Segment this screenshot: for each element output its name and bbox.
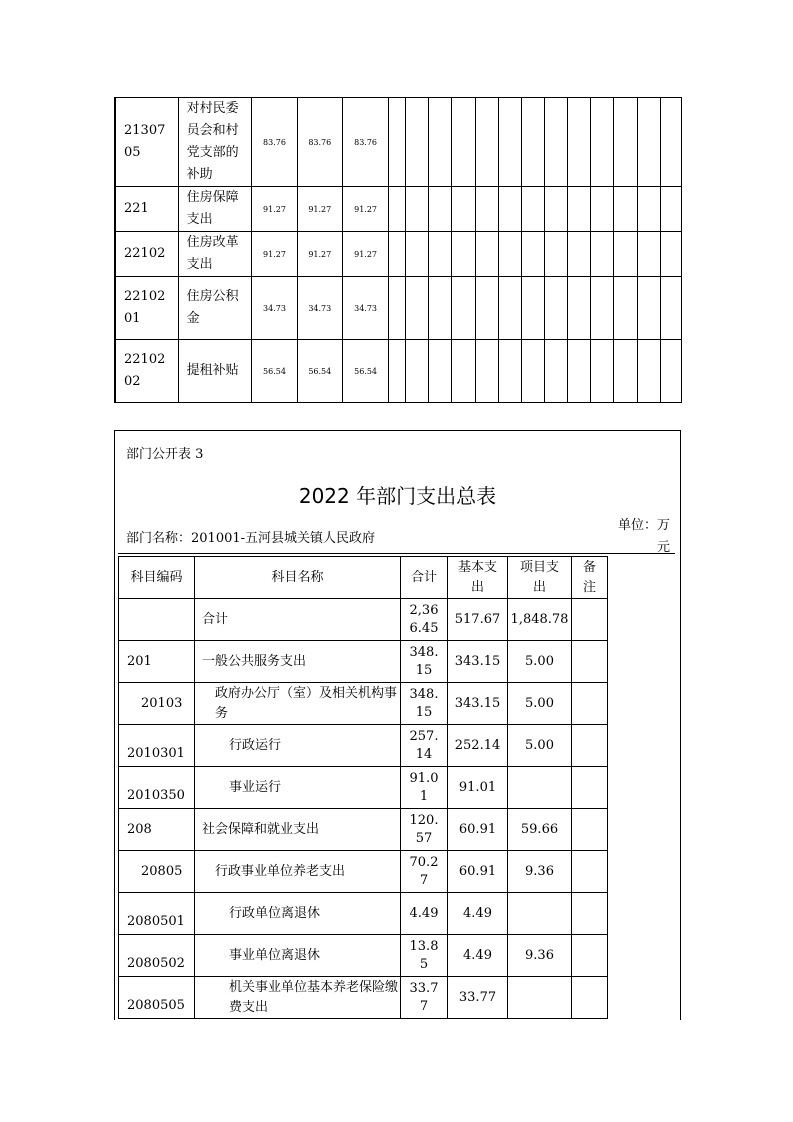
value-cell: 56.54	[342, 340, 388, 403]
total-cell: 348.15	[401, 683, 448, 725]
total-cell: 2,366.45	[401, 599, 448, 641]
subject-code: 22102 02	[115, 340, 178, 403]
table-row	[119, 851, 608, 893]
basic-cell: 91.01	[448, 767, 508, 809]
basic-cell: 343.15	[448, 683, 508, 725]
total-cell: 348.15	[401, 641, 448, 683]
expenditure-table	[118, 556, 608, 1019]
value-cell: 34.73	[297, 277, 342, 340]
value-cell: 34.73	[252, 277, 297, 340]
table-row	[115, 232, 682, 277]
total-cell: 120.57	[401, 809, 448, 851]
continuation-table	[114, 97, 682, 403]
table-row	[115, 98, 682, 187]
subject-name: 机关事业单位基本养老保险缴费支出	[195, 977, 401, 1019]
total-cell: 91.01	[401, 767, 448, 809]
note-cell	[572, 683, 608, 725]
project-cell	[508, 893, 572, 935]
table-row	[115, 277, 682, 340]
subject-code: 21307 05	[115, 98, 178, 187]
subject-name: 一般公共服务支出	[195, 641, 401, 683]
table-row	[119, 767, 608, 809]
project-cell: 9.36	[508, 851, 572, 893]
value-cell: 91.27	[342, 187, 388, 232]
page-title: 2022 年部门支出总表	[298, 484, 497, 508]
subject-name: 提租补贴	[178, 340, 252, 403]
basic-cell: 4.49	[448, 893, 508, 935]
project-cell: 59.66	[508, 809, 572, 851]
subject-code: 2010350	[119, 767, 195, 809]
subject-code: 22102 01	[115, 277, 178, 340]
subject-code: 221	[115, 187, 178, 232]
table-row	[115, 340, 682, 403]
table-row	[119, 809, 608, 851]
table-row	[119, 935, 608, 977]
subject-name: 政府办公厅（室）及相关机构事务	[195, 683, 401, 725]
col-header-name: 科目名称	[195, 557, 401, 599]
subject-name: 事业运行	[195, 767, 401, 809]
value-cell: 91.27	[297, 232, 342, 277]
table-row	[115, 187, 682, 232]
project-cell: 9.36	[508, 935, 572, 977]
col-header-basic: 基本支出	[448, 557, 508, 599]
unit-label: 单位：万元	[617, 518, 670, 555]
project-cell	[508, 767, 572, 809]
subject-code: 208	[119, 809, 195, 851]
subject-code: 2080502	[119, 935, 195, 977]
basic-cell: 343.15	[448, 641, 508, 683]
value-cell: 34.73	[342, 277, 388, 340]
subject-code: 201	[119, 641, 195, 683]
subject-name: 行政事业单位养老支出	[195, 851, 401, 893]
basic-cell: 517.67	[448, 599, 508, 641]
note-cell	[572, 851, 608, 893]
value-cell: 83.76	[297, 98, 342, 187]
table-row	[119, 641, 608, 683]
table-row	[119, 599, 608, 641]
table-row	[119, 683, 608, 725]
project-cell	[508, 977, 572, 1019]
basic-cell: 33.77	[448, 977, 508, 1019]
table-row	[119, 893, 608, 935]
col-header-total: 合计	[401, 557, 448, 599]
basic-cell: 60.91	[448, 809, 508, 851]
note-cell	[572, 641, 608, 683]
subject-name: 住房改革 支出	[178, 232, 252, 277]
subject-name: 住房公积 金	[178, 277, 252, 340]
basic-cell: 4.49	[448, 935, 508, 977]
subject-name: 住房保障 支出	[178, 187, 252, 232]
basic-cell: 252.14	[448, 725, 508, 767]
value-cell: 83.76	[342, 98, 388, 187]
subject-name: 合计	[195, 599, 401, 641]
subject-code: 2080501	[119, 893, 195, 935]
subject-code: 20805	[119, 851, 195, 893]
basic-cell: 60.91	[448, 851, 508, 893]
col-header-project: 项目支出	[508, 557, 572, 599]
note-cell	[572, 893, 608, 935]
subject-name: 对村民委 员会和村 党支部的 补助	[178, 98, 252, 187]
subject-name: 社会保障和就业支出	[195, 809, 401, 851]
divider	[118, 553, 675, 554]
total-cell: 33.77	[401, 977, 448, 1019]
project-cell: 1,848.78	[508, 599, 572, 641]
table-row	[119, 725, 608, 767]
total-cell: 4.49	[401, 893, 448, 935]
subject-code: 20103	[119, 683, 195, 725]
value-cell: 56.54	[252, 340, 297, 403]
subject-code: 22102	[115, 232, 178, 277]
total-cell: 70.27	[401, 851, 448, 893]
project-cell: 5.00	[508, 725, 572, 767]
total-cell: 257.14	[401, 725, 448, 767]
value-cell: 83.76	[252, 98, 297, 187]
value-cell: 91.27	[252, 187, 297, 232]
note-cell	[572, 935, 608, 977]
subject-code: 2010301	[119, 725, 195, 767]
subject-code: 2080505	[119, 977, 195, 1019]
form-number: 部门公开表 3	[126, 447, 204, 462]
subject-name: 行政单位离退休	[195, 893, 401, 935]
total-cell: 13.85	[401, 935, 448, 977]
col-header-note: 备注	[572, 557, 608, 599]
note-cell	[572, 725, 608, 767]
col-header-code: 科目编码	[119, 557, 195, 599]
subject-name: 行政运行	[195, 725, 401, 767]
note-cell	[572, 599, 608, 641]
department-name: 部门名称：201001-五河县城关镇人民政府	[126, 531, 376, 546]
subject-code	[119, 599, 195, 641]
note-cell	[572, 767, 608, 809]
subject-name: 事业单位离退休	[195, 935, 401, 977]
value-cell: 91.27	[297, 187, 342, 232]
project-cell: 5.00	[508, 641, 572, 683]
value-cell: 91.27	[342, 232, 388, 277]
value-cell: 91.27	[252, 232, 297, 277]
note-cell	[572, 977, 608, 1019]
project-cell: 5.00	[508, 683, 572, 725]
header-row	[119, 557, 608, 599]
value-cell: 56.54	[297, 340, 342, 403]
note-cell	[572, 809, 608, 851]
table-row	[119, 977, 608, 1019]
